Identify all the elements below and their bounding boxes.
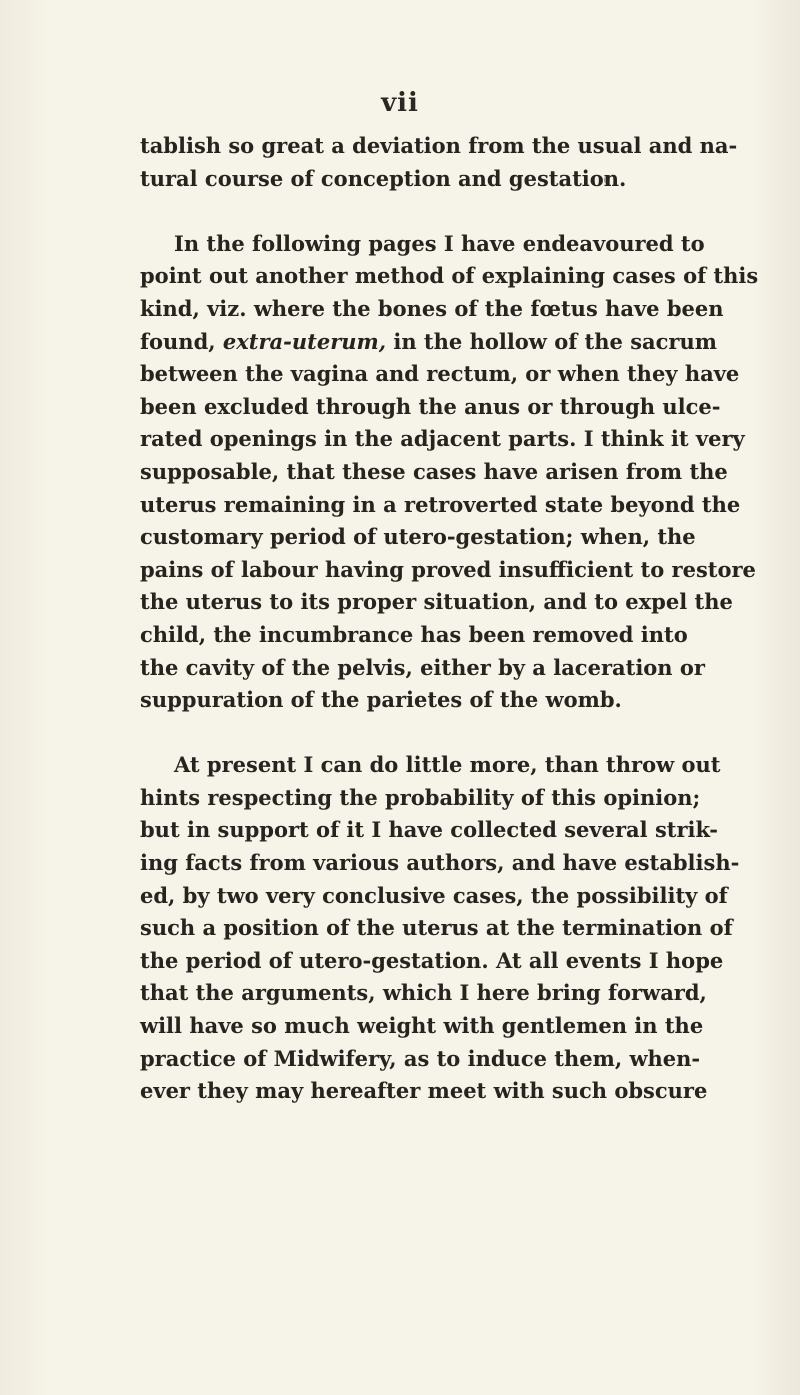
text-line: child, the incumbrance has been removed into [140, 621, 688, 647]
text-line: practice of Midwifery, as to induce them, when- [140, 1045, 701, 1071]
text-line: that the arguments, which I here bring forward, [140, 980, 707, 1006]
paragraph-gap [140, 717, 660, 750]
text-line: suppuration of the parietes of the womb. [140, 687, 622, 713]
text-line: will have so much weight with gentlemen in the [140, 1013, 704, 1039]
text-line: between the vagina and rectum, or when they have [140, 361, 740, 387]
italic-phrase: extra-uterum, [222, 328, 387, 354]
text-line: customary period of utero-gestation; when, the [140, 524, 696, 550]
page-number: vii [381, 88, 419, 118]
paragraph-gap [140, 195, 660, 228]
text-line: point out another method of explaining cases of this [140, 263, 759, 289]
text-line: ing facts from various authors, and have establish- [140, 850, 740, 876]
text-line: ed, by two very conclusive cases, the possibility of [140, 882, 728, 908]
text-line: the period of utero-gestation. At all events I hope [140, 947, 724, 973]
body-text [140, 130, 759, 1108]
text-line: but in support of it I have collected several strik- [140, 817, 718, 843]
text-line: kind, viz. where the bones of the fœtus have been [140, 295, 724, 321]
text-line: rated openings in the adjacent parts. I think it very [140, 426, 745, 452]
text-line: At present I can do little more, than throw out [174, 752, 721, 778]
text-line: pains of labour having proved insufficient to restore [140, 556, 756, 582]
text-line: the cavity of the pelvis, either by a laceration or [140, 654, 705, 680]
text-line: hints respecting the probability of this opinion; [140, 784, 701, 810]
text-line: the uterus to its proper situation, and to expel the [140, 589, 733, 615]
text-line: supposable, that these cases have arisen from the [140, 458, 728, 484]
text-fragment: in the hollow of the sacrum [386, 328, 717, 354]
text-line: In the following pages I have endeavoured to [174, 230, 705, 256]
text-fragment: found, [140, 328, 223, 354]
text-line-with-italic [140, 326, 717, 359]
text-line: such a position of the uterus at the termination of [140, 915, 733, 941]
text-line: ever they may hereafter meet with such obscure [140, 1078, 708, 1104]
text-line: tablish so great a deviation from the usual and na- [140, 133, 738, 158]
text-line: tural course of conception and gestation. [140, 165, 627, 191]
text-line: been excluded through the anus or through ulce- [140, 393, 721, 419]
text-line: uterus remaining in a retroverted state beyond the [140, 491, 741, 517]
